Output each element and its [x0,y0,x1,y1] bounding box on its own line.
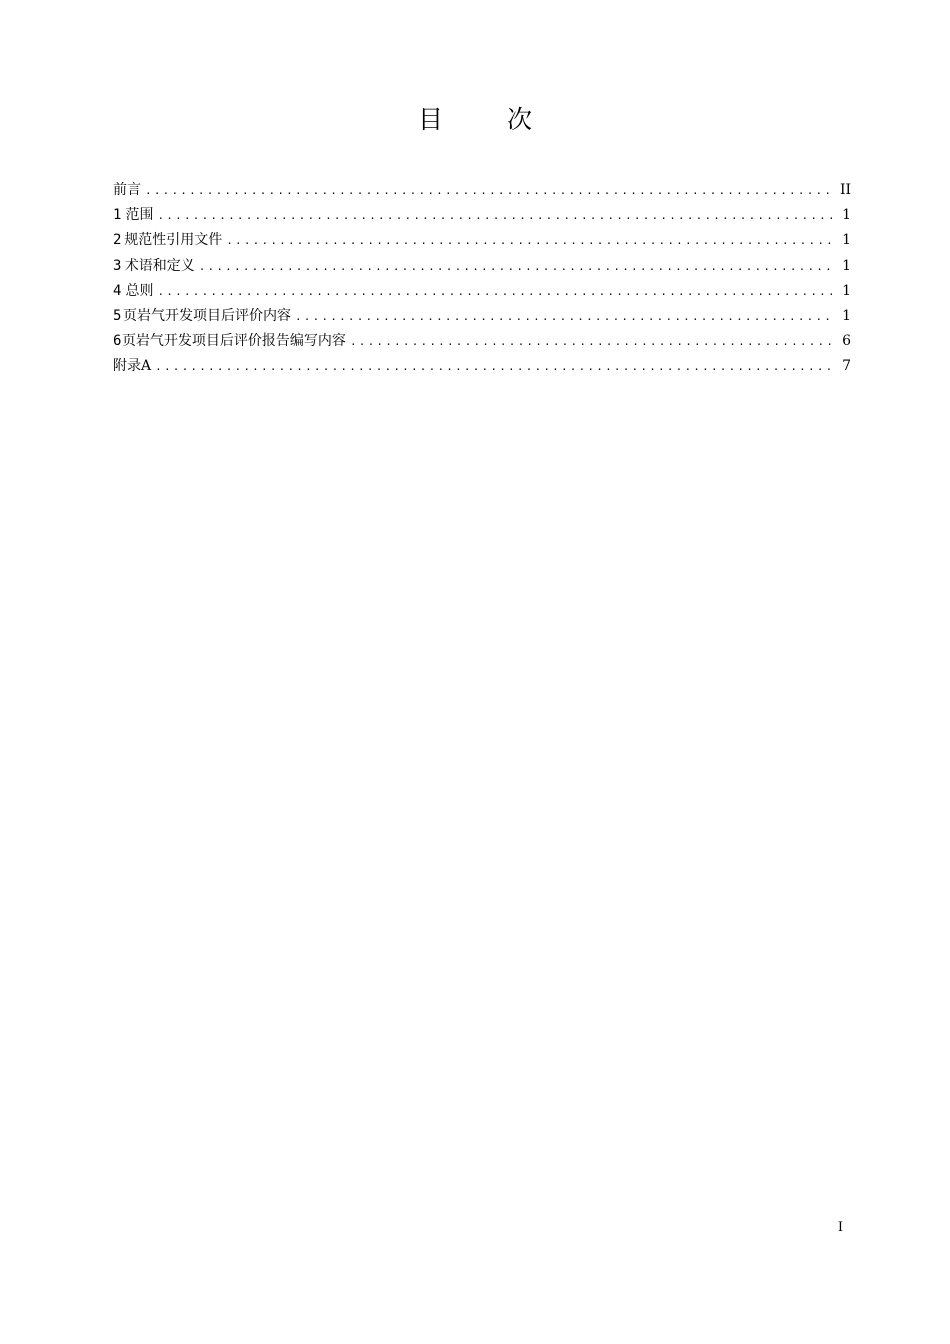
toc-entry-label: 页岩气开发项目后评价报告编写内容 [121,333,346,350]
toc-entry-foreword[interactable] [113,178,851,203]
table-of-contents [113,178,851,380]
toc-entry-terms-definitions[interactable] [113,254,851,279]
dot-leader [226,228,835,253]
page-number: I [837,1220,843,1235]
toc-entry-number: 3 [113,257,122,274]
toc-entry-number: 5 [113,307,122,324]
toc-entry-page: 1 [842,307,851,324]
page-title: 目 次 [418,105,560,134]
toc-entry-label: 范围 [125,207,154,224]
toc-entry-report-content[interactable] [113,329,851,354]
dot-leader [350,329,835,354]
dot-leader [155,354,835,379]
dot-leader [145,178,834,203]
toc-entry-label: 前言 [113,182,141,198]
dot-leader [157,279,835,304]
toc-entry-page: 1 [842,207,851,224]
toc-entry-page: 7 [842,358,851,375]
dot-leader [157,203,835,228]
toc-entry-normative-references[interactable] [113,228,851,253]
toc-entry-number: 4 [113,282,122,299]
toc-entry-number: 6 [113,333,122,350]
toc-entry-general[interactable] [113,279,851,304]
toc-entry-page: II [839,182,851,198]
dot-leader [199,254,835,279]
toc-entry-page: 1 [842,282,851,299]
toc-entry-label: 附录A [113,358,152,375]
toc-entry-label: 页岩气开发项目后评价内容 [122,307,291,324]
toc-entry-number: 2 [113,232,122,249]
toc-entry-scope[interactable] [113,203,851,228]
toc-entry-label: 术语和定义 [124,257,195,274]
toc-entry-label: 总则 [125,282,154,299]
toc-entry-page: 6 [842,333,851,350]
toc-entry-appendix-a[interactable] [113,354,851,379]
dot-leader [295,304,835,329]
toc-entry-number: 1 [113,207,122,224]
toc-entry-page: 1 [842,257,851,274]
toc-entry-page: 1 [842,232,851,249]
toc-entry-evaluation-content[interactable] [113,304,851,329]
toc-entry-label: 规范性引用文件 [124,232,223,249]
